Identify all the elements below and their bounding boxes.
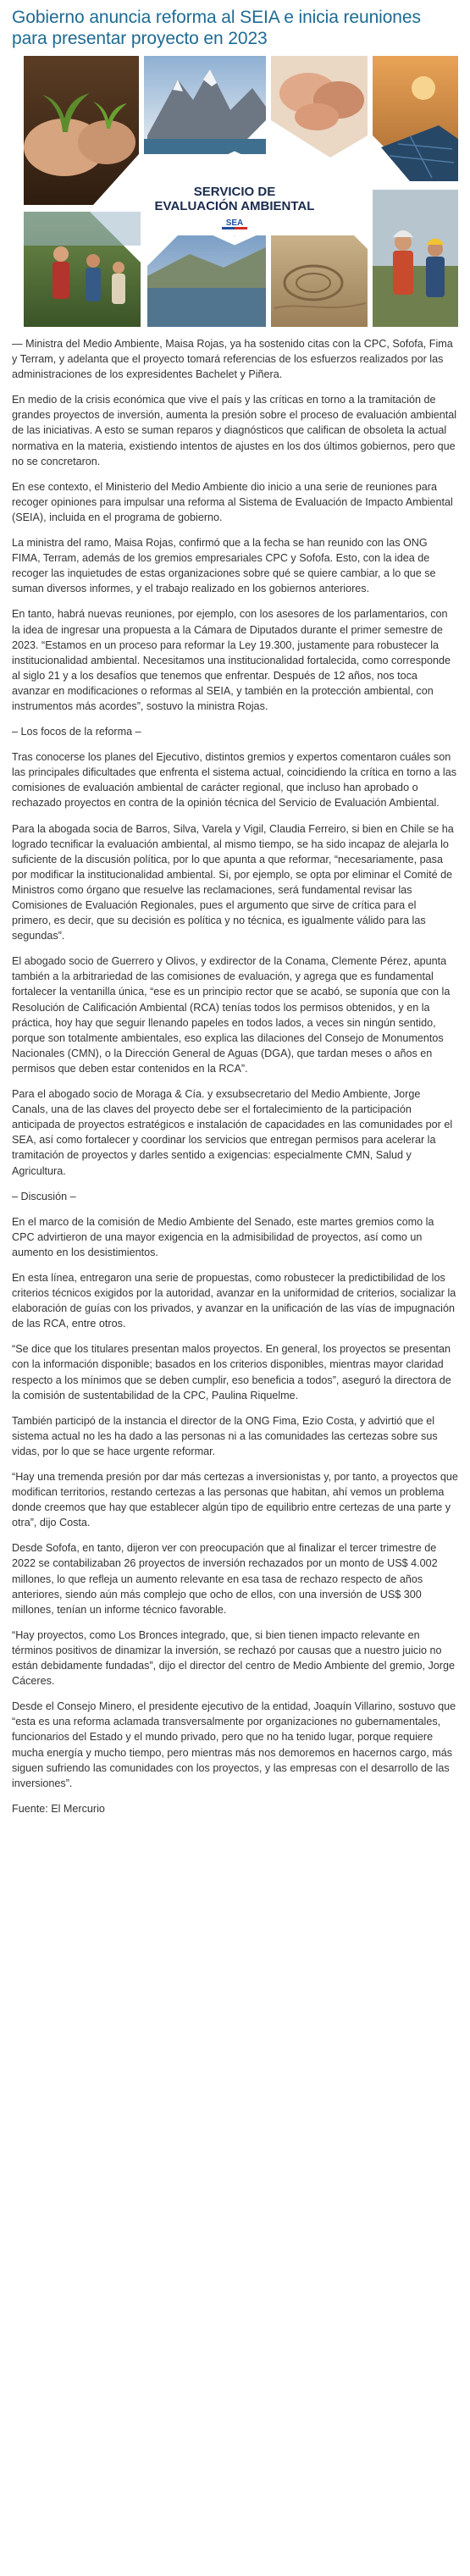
article-lead: — Ministra del Medio Ambiente, Maisa Rojas, ya ha sostenido citas con la CPC, Sofofa, Fima y Terram, y adelanta que el proyecto tomará referencias de los esfuerzos realizados por las administraciones de los expresidentes Bachelet y Piñera. — [12, 338, 453, 381]
article-paragraph: Para el abogado socio de Moraga & Cía. y exsubsecretario del Medio Ambiente, Jorge Canals, una de las claves del proyecto debe ser el fortalecimiento de la participación anticipada de proyectos estratégicos e instalación de capacidades en las comunidades por el SEA, así como fortalecer y coordinar los servicios que entregan permisos para acelerar la tramitación de proyectos y darles sentido a exigencias: especialmente CMN, Salud y Agricultura. — [12, 1088, 453, 1177]
article-body — [12, 336, 458, 1816]
hero-image — [12, 54, 458, 327]
article-paragraph: En ese contexto, el Ministerio del Medio Ambiente dio inicio a una serie de reuniones para recoger opiniones para impulsar una reforma al Sistema de Evaluación de Impacto Ambiental (SEIA), incluida en el programa de gobierno. — [12, 480, 453, 523]
article-paragraph: “Se dice que los titulares presentan malos proyectos. En general, los proyectos se presentan con la información disponible; basados en los criterios disponibles, mientras mayor claridad respecto a los mínimos que se deben cumplir, eso beneficia a todos”, aseguró la directora de la comisión de sustentabilidad de la CPC, Paulina Riquelme. — [12, 1343, 451, 1401]
article-paragraph: Tras conocerse los planes del Ejecutivo, distintos gremios y expertos comentaron cuáles son las principales dificultades que enfrenta el sistema actual, coincidiendo la crítica en torno a las comisiones de evaluación ambiental de carácter regional, que incluso han aprobado o rechazado proyectos en contra de la opinión técnica del Servicio de Evaluación Ambiental. — [12, 751, 457, 810]
hero-tile-landscape — [147, 235, 266, 327]
article-headline: Gobierno anuncia reforma al SEIA e inicia reuniones para presentar proyecto en 2023 — [12, 8, 421, 48]
hero-tile-field-people — [24, 212, 141, 327]
section-heading: – Los focos de la reforma – — [12, 726, 141, 738]
hero-tile-desert — [271, 235, 368, 327]
article-paragraph: Desde Sofofa, en tanto, dijeron ver con preocupación que al finalizar el tercer trimestre de 2022 se contabilizaban 26 proyectos de inversión rechazados por un monto de US$ 4.002 millones, lo que refleja un aumento relevante en esa tasa de rechazo respecto de años anteriores, siendo aún más complejo que ocho de ellos, con una inversión de US$ 300 millones, tenían un informe técnico favorable. — [12, 1542, 438, 1616]
article-paragraph: También participó de la instancia el director de la ONG Fima, Ezio Costa, y advirtió que el sistema actual no les ha dado a las personas ni a las comunidades las certezas sobre sus vidas, por lo que se hace urgente reformar. — [12, 1414, 438, 1457]
badge-line-2: EVALUACIÓN AMBIENTAL — [154, 199, 315, 213]
article-source: Fuente: El Mercurio — [12, 1802, 105, 1815]
article-paragraph: La ministra del ramo, Maisa Rojas, confirmó que a la fecha se han reunido con las ONG FIMA, Terram, además de los gremios empresariales CPC y Sofofa. Esto, con la idea de recoger las inquietudes de estas organizaciones sobre qué se quiere cambiar, a lo que se suman diversos informes, y el trabajo realizado en los gobiernos anteriores. — [12, 537, 436, 595]
hero-tile-seedlings — [24, 56, 139, 205]
hero-collage — [12, 54, 458, 327]
hero-tile-workers — [373, 190, 458, 327]
hero-tile-solar — [373, 56, 458, 181]
article-paragraph: Para la abogada socia de Barros, Silva, Varela y Vigil, Claudia Ferreiro, si bien en Chile se ha logrado tecnificar la evaluación ambiental, al mismo tiempo, se ha sido incapaz de alejarla lo suficiente de la discusión política, por lo que apunta a que reformar, “necesariamente, pasa por modificar la institucionalidad ambiental. Si, por ejemplo, se opta por eliminar el Comité de Ministros como órgano que resuelve las reclamaciones, será fundamental revisar las Comisiones de Evaluación Regionales, pues el argumento que sirve de crítica para el primero, es decir, que su decisión es política y no técnica, es igualmente válido para las segundas”. — [12, 822, 454, 943]
article-paragraph: “Hay una tremenda presión por dar más certezas a inversionistas y, por tanto, a proyectos que modifican territorios, restando certezas a las personas que habitan, ahí vemos un problema donde creemos que hay que establecer algún tipo de equilibrio entre certezas de una parte y otra”, dijo Costa. — [12, 1471, 458, 1529]
article-paragraph: En medio de la crisis económica que vive el país y las críticas en torno a la tramitación de grandes proyectos de inversión, aumenta la presión sobre el proceso de evaluación ambiental de las iniciativas. A esto se suman reparos y diagnósticos que califican de obsoleta la actual normativa en la materia, existiendo intentos de ajustes en los dos últimos gobiernos, pero que no se concretaron. — [12, 394, 457, 467]
article-paragraph: En esta línea, entregaron una serie de propuestas, como robustecer la predictibilidad de los criterios técnicos exigidos por la autoridad, avanzar en la uniformidad de criterios, socializar la elaboración de guías con los privados, y avanzar en la unificación de las vías de impugnación de las RCA, entre otros. — [12, 1271, 456, 1330]
article-paragraph: En el marco de la comisión de Medio Ambiente del Senado, este martes gremios como la CPC advirtieron de una mayor exigencia en la admisibilidad de proyectos, así como un aumento en los desistimientos. — [12, 1215, 434, 1258]
badge-line-1: SERVICIO DE — [193, 185, 276, 199]
section-heading: – Discusión – — [12, 1190, 76, 1202]
sea-logo-text: SEA — [225, 218, 244, 228]
article-paragraph: El abogado socio de Guerrero y Olivos, y exdirector de la Conama, Clemente Pérez, apunta también a la arbitrariedad de las comisiones de evaluación, y agrega que es fundamental fortalecer la ventanilla única, “ese es un principio rector que se acabó, se suponía que con la Resolución de Calificación Ambiental (RCA) tenías todos los permisos obtenidos, y en la práctica, hoy hay que seguir llenando papeles en todos lados, a veces sin ningún sentido, porque son totalmente ambientales, eso explica las dilaciones del Consejo de Monumentos Nacionales (CMN), o la Dirección General de Aguas (DGA), que tardan meses o años en permisos que deben estar contenidos en la RCA”. — [12, 955, 451, 1075]
article-paragraph: Desde el Consejo Minero, el presidente ejecutivo de la entidad, Joaquín Villarino, sostuvo que “esta es una reforma aclamada transversalmente por organizaciones no gubernamentales, funcionarios del Estado y el mundo privado, pero que no ha tenido lugar, porque requiere mucha energía y mucho tiempo, pero mientras más nos demoremos en hacernos cargo, más siguen sufriendo las comunidades con los proyectos, y las empresas con el desarrollo de las inversiones”. — [12, 1700, 456, 1789]
article-paragraph: En tanto, habrá nuevas reuniones, por ejemplo, con los asesores de los parlamentarios, con la idea de ingresar una propuesta a la Cámara de Diputados durante el primer semestre de 2023. “Estamos en un proceso para reformar la Ley 19.300, justamente para robustecer la institucionalidad ambiental. Necesitamos una institucionalidad fortalecida, como corresponde al siglo 21 y a los desafíos que tenemos que enfrentar. Después de 12 años, nos toca avanzar en modificaciones o reformas al SEIA, y también en la protección ambiental, con instrumentos más acordes”, sostuvo la ministra Rojas. — [12, 608, 451, 712]
hero-tile-hands — [271, 56, 368, 158]
hero-tile-mountain — [144, 56, 266, 154]
article-paragraph: “Hay proyectos, como Los Bronces integrado, que, si bien tienen impacto relevante en términos positivos de dinamizar la inversión, se rechazó por causas que a nuestro juicio no están debidamente fundadas”, dijo el director del centro de Medio Ambiente del gremio, Jorge Cáceres. — [12, 1628, 455, 1688]
